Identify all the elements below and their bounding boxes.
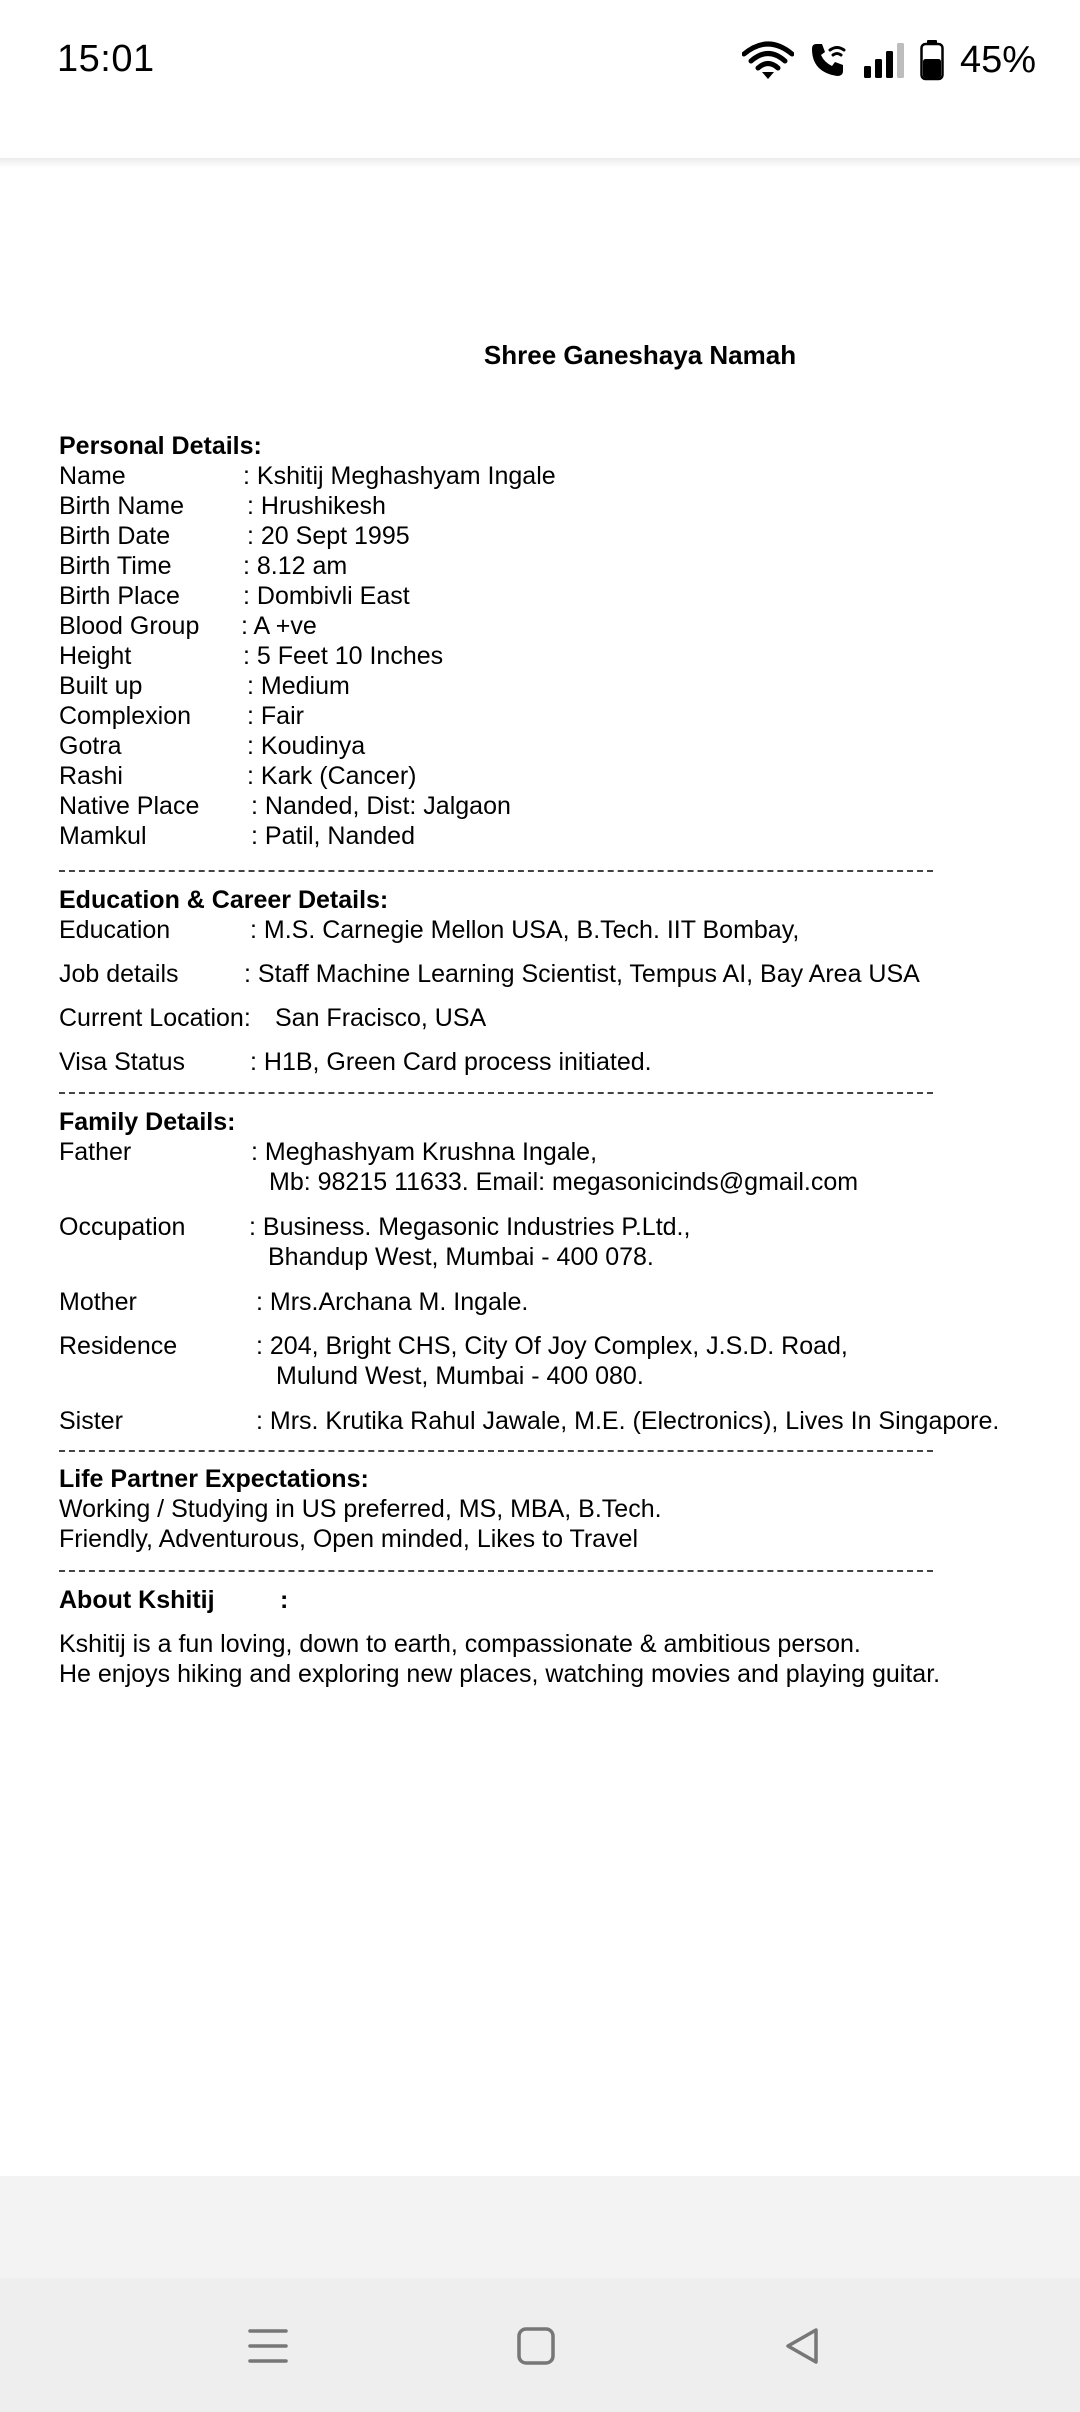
detail-label: Built up (59, 672, 143, 700)
detail-value: : 204, Bright CHS, City Of Joy Complex, J.S.D. Road, (256, 1332, 848, 1360)
partner-heading: Life Partner Expectations: (59, 1465, 369, 1493)
detail-label: Father (59, 1138, 132, 1166)
viewer-background (0, 2176, 1080, 2278)
detail-label: Native Place (59, 792, 200, 820)
detail-value: : Staff Machine Learning Scientist, Tempus AI, Bay Area USA (244, 960, 920, 988)
status-time: 15:01 (57, 38, 155, 80)
detail-label: Birth Time (59, 552, 172, 580)
detail-label: Sister (59, 1407, 123, 1435)
detail-value: : M.S. Carnegie Mellon USA, B.Tech. IIT Bombay, (250, 916, 800, 944)
detail-label: Residence (59, 1332, 178, 1360)
detail-label: Height (59, 642, 132, 670)
detail-value: : Mrs.Archana M. Ingale. (256, 1288, 529, 1316)
family-heading: Family Details: (59, 1108, 236, 1136)
detail-value: : A +ve (241, 612, 317, 640)
detail-value: Mulund West, Mumbai - 400 080. (276, 1362, 644, 1390)
status-icons (742, 36, 1036, 84)
detail-value: Bhandup West, Mumbai - 400 078. (268, 1243, 654, 1271)
detail-value: : 5 Feet 10 Inches (243, 642, 444, 670)
detail-value: : Dombivli East (243, 582, 410, 610)
personal-details-heading: Personal Details: (59, 432, 262, 460)
education-heading: Education & Career Details: (59, 886, 389, 914)
detail-label: Mamkul (59, 822, 147, 850)
app-bar-shadow (0, 158, 1080, 168)
section-divider (59, 870, 933, 872)
detail-label: Job details (59, 960, 179, 988)
detail-value: : Patil, Nanded (251, 822, 415, 850)
detail-value: : Nanded, Dist: Jalgaon (251, 792, 511, 820)
back-icon[interactable] (772, 2318, 832, 2374)
section-divider (59, 1092, 933, 1094)
partner-line: Working / Studying in US preferred, MS, MBA, B.Tech. (59, 1495, 662, 1523)
status-bar (0, 0, 1080, 125)
battery-icon (920, 39, 944, 81)
wifi-call-icon (808, 40, 848, 80)
detail-value: : Kshitij Meghashyam Ingale (243, 462, 556, 490)
detail-value: : 20 Sept 1995 (247, 522, 410, 550)
about-line: Kshitij is a fun loving, down to earth, compassionate & ambitious person. (59, 1630, 861, 1658)
detail-label: Blood Group (59, 612, 200, 640)
navigation-bar (0, 2278, 1080, 2412)
detail-label: Complexion (59, 702, 192, 730)
detail-value: Mb: 98215 11633. Email: megasonicinds@gmail.com (269, 1168, 859, 1196)
detail-value: : Medium (247, 672, 350, 700)
detail-value: : Hrushikesh (247, 492, 386, 520)
detail-value: San Fracisco, USA (275, 1004, 487, 1032)
detail-label: Gotra (59, 732, 122, 760)
detail-label: Birth Date (59, 522, 171, 550)
detail-value: : Fair (247, 702, 304, 730)
section-divider (59, 1450, 933, 1452)
section-divider (59, 1570, 933, 1572)
detail-label: Current Location: (59, 1004, 251, 1032)
detail-label: Visa Status (59, 1048, 186, 1076)
detail-label: Occupation (59, 1213, 186, 1241)
detail-label: Name (59, 462, 126, 490)
detail-label: Mother (59, 1288, 137, 1316)
signal-icon (862, 40, 906, 80)
detail-label: Education (59, 916, 171, 944)
menu-icon[interactable] (238, 2318, 298, 2374)
detail-value: : 8.12 am (243, 552, 348, 580)
wifi-icon (742, 40, 794, 80)
battery-percentage: 45% (959, 38, 1036, 81)
detail-value: : Kark (Cancer) (247, 762, 417, 790)
home-icon[interactable] (506, 2318, 566, 2374)
about-heading-colon: : (280, 1586, 289, 1614)
about-line: He enjoys hiking and exploring new places, watching movies and playing guitar. (59, 1660, 941, 1688)
detail-label: Birth Name (59, 492, 185, 520)
detail-value: : Business. Megasonic Industries P.Ltd., (249, 1213, 691, 1241)
document-title: Shree Ganeshaya Namah (483, 340, 797, 370)
detail-label: Birth Place (59, 582, 180, 610)
detail-value: : Meghashyam Krushna Ingale, (251, 1138, 598, 1166)
detail-value: : Mrs. Krutika Rahul Jawale, M.E. (Electronics), Lives In Singapore. (256, 1407, 1000, 1435)
about-heading: About Kshitij (59, 1586, 215, 1614)
detail-label: Rashi (59, 762, 123, 790)
detail-value: : Koudinya (247, 732, 366, 760)
detail-value: : H1B, Green Card process initiated. (250, 1048, 652, 1076)
document-page[interactable] (0, 168, 1080, 2176)
partner-line: Friendly, Adventurous, Open minded, Likes to Travel (59, 1525, 639, 1553)
